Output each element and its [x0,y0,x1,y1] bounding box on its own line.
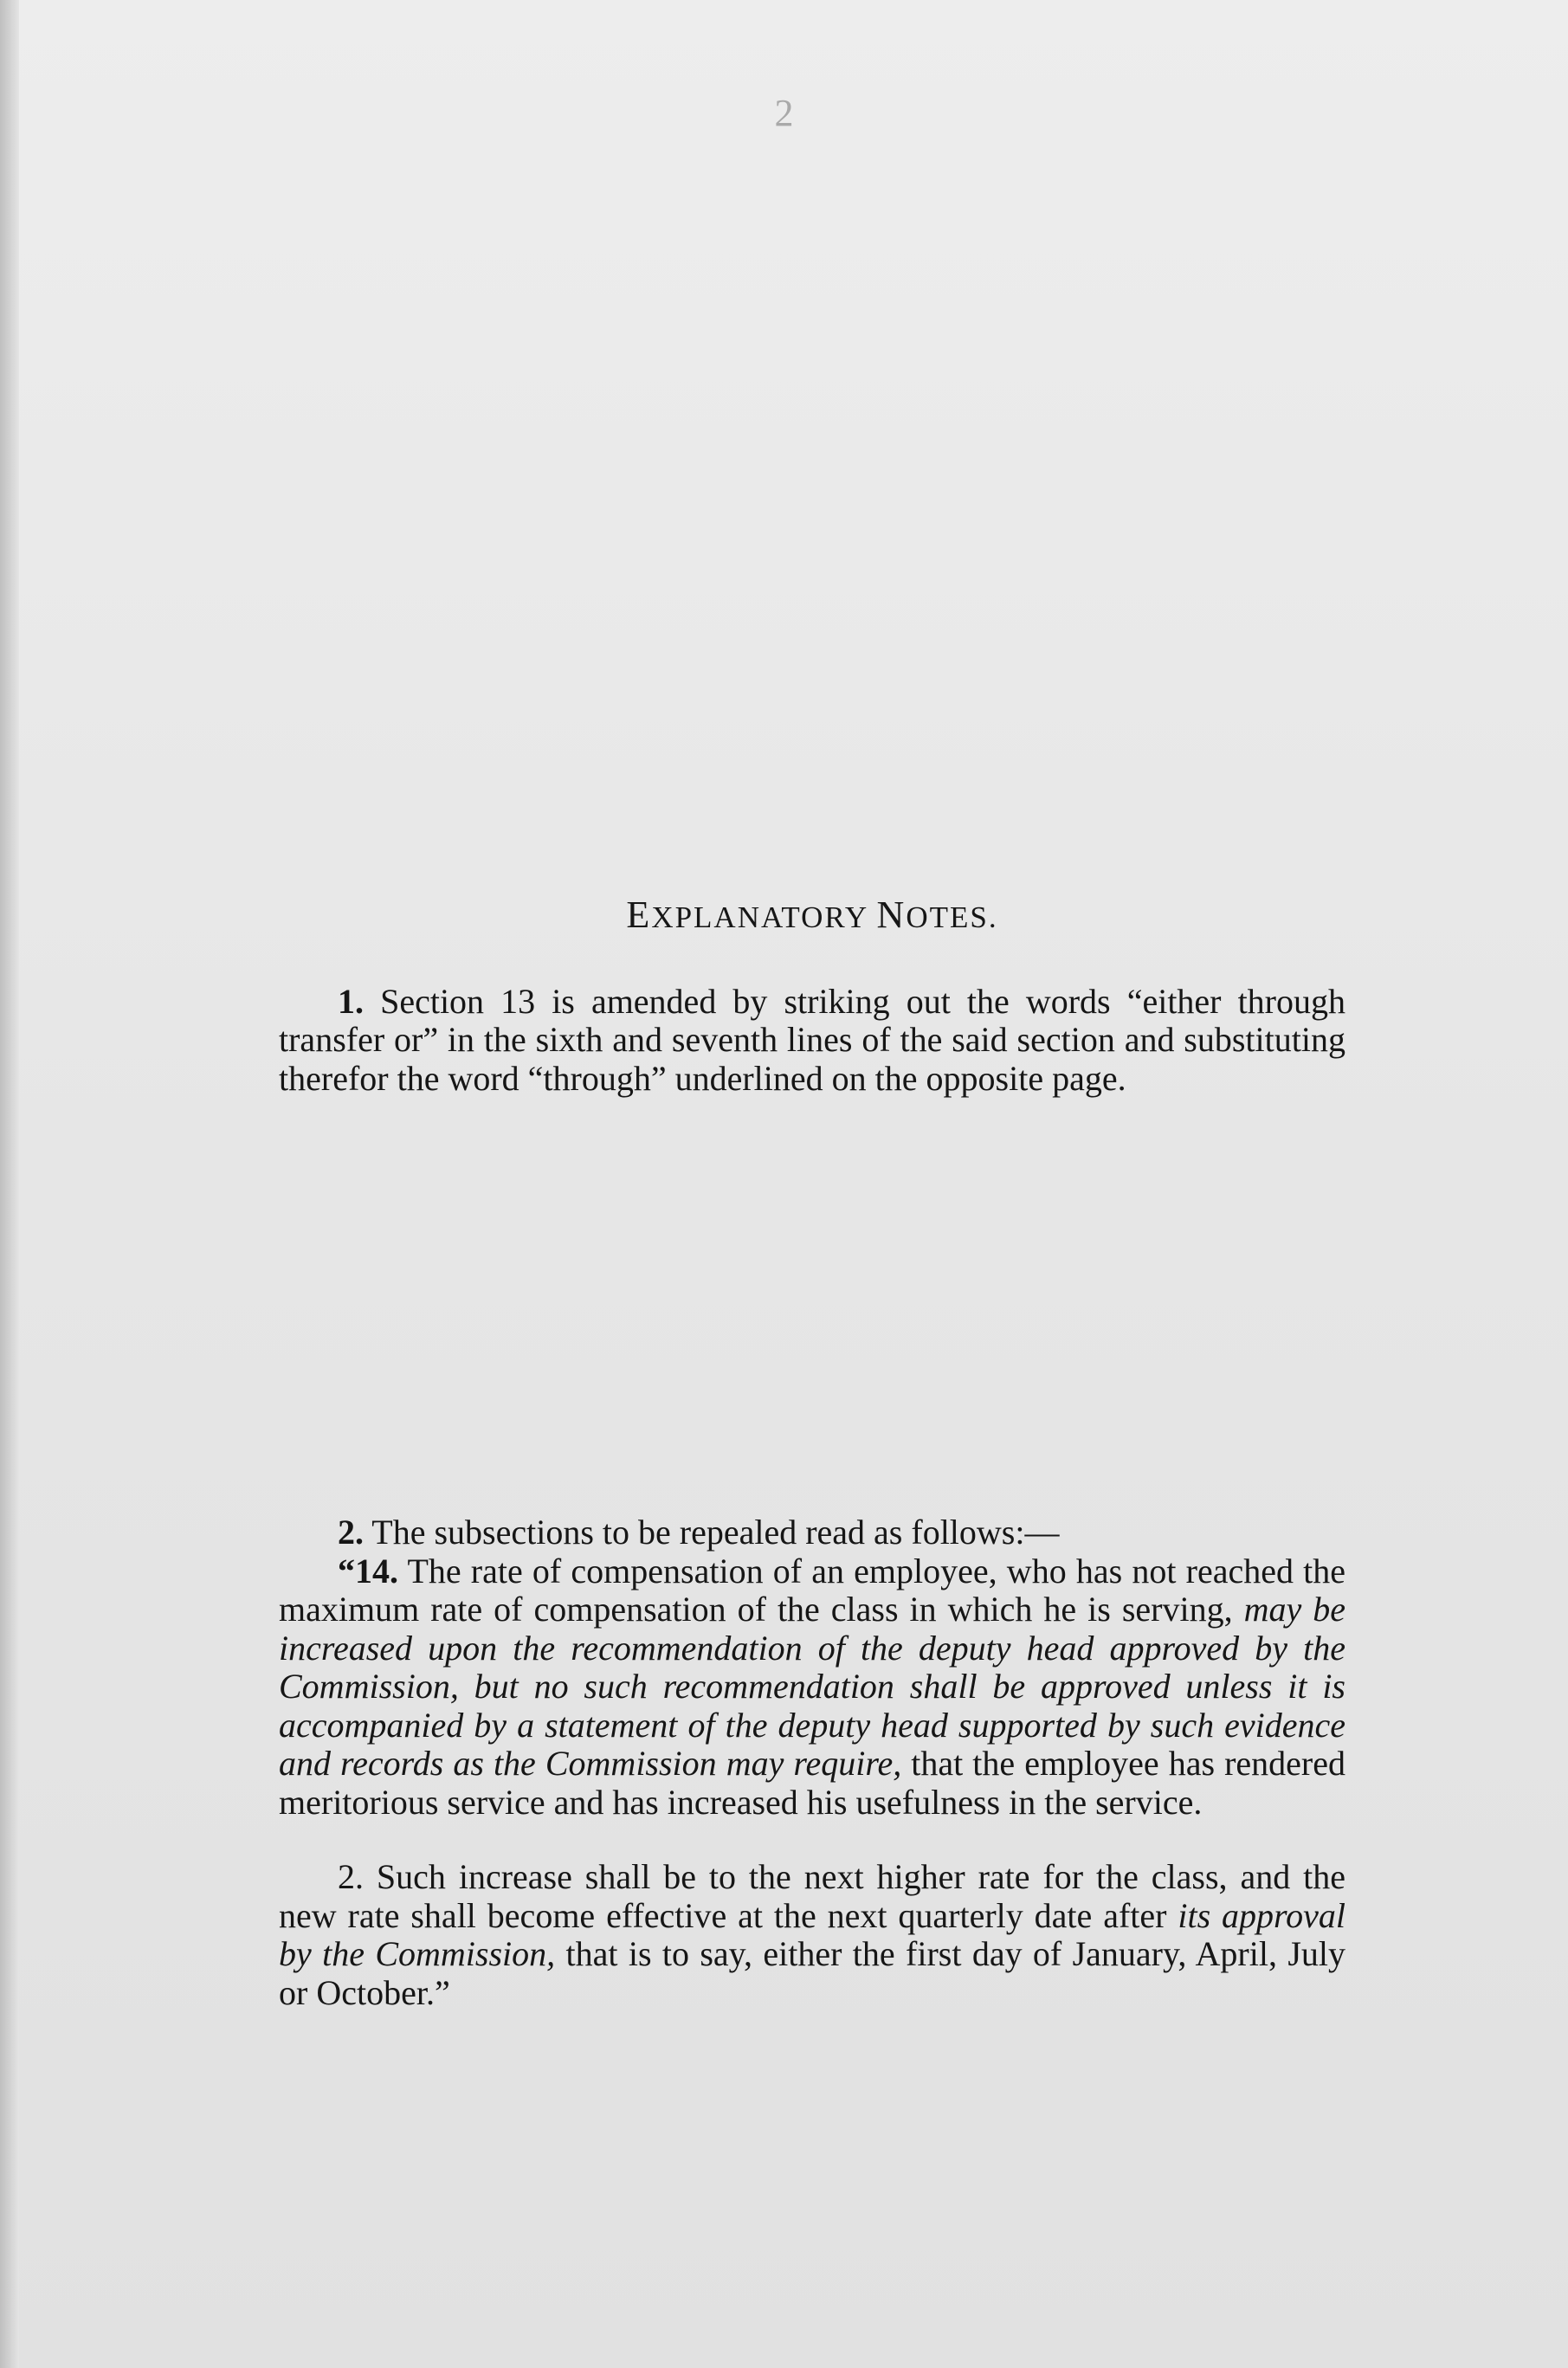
notes-heading: EXPLANATORY NOTES. [626,894,998,936]
spacer [279,1098,1345,1513]
subsection-14-text-1: The rate of compensation of an employee, who has not reached the maximum rate of compensation of the class in which he is serving, [279,1551,1346,1629]
note-1-text: Section 13 is amended by striking out the words “either through transfer or” in the sixth and seventh lines of the said section and substituting therefor the word “through” underlined on the opposite page. [279,981,1346,1098]
subsection-2 [279,1858,1345,2012]
note-2-intro-text: The subsections to be repealed read as follows:— [371,1513,1060,1552]
subsection-2-number: 2. [338,1857,364,1896]
subsection-14-text-2: that the employee has rendered meritorious service and has increased his usefulness in the service. [279,1744,1345,1822]
note-2-intro [279,1513,1345,1552]
subsection-2-text-1: Such increase shall be to the next higher rate for the class, and the new rate shall become effective at the next quarterly date after [279,1857,1345,1935]
page-edge-shadow [0,0,19,2368]
subsection-2-text-2: that is to say, either the first day of January, April, July or October.” [279,1934,1345,2012]
explanatory-notes [279,896,1345,2012]
page-number: 2 [774,92,794,134]
subsection-14-italic: may be increased upon the recommendation of the deputy head approved by the Commission, but no such recommendation shall be approved unless it is accompanied by a statement of the deputy head supported by such evidence and records as the Commission may require, [279,1590,1345,1783]
note-1-number: 1. [338,981,364,1021]
subsection-14-number: “14. [338,1551,398,1590]
spacer [279,1822,1345,1858]
note-1 [279,983,1345,1099]
note-2-number: 2. [338,1513,364,1552]
subsection-14 [279,1552,1345,1823]
subsection-2-italic: its approval by the Commission, [279,1895,1346,1973]
